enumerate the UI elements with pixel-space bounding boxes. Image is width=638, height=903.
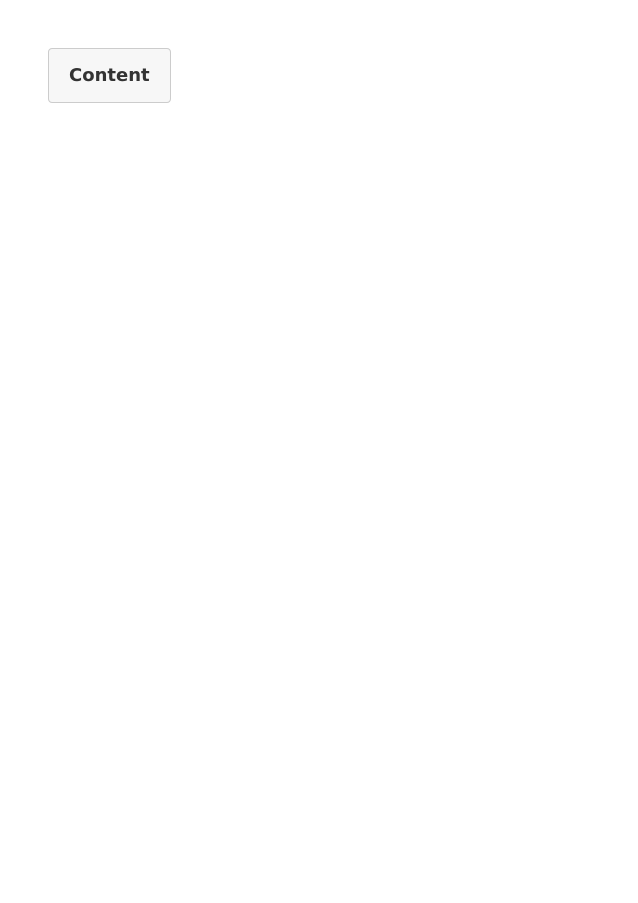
content-card [48,48,171,103]
page-title: Content [69,65,150,86]
